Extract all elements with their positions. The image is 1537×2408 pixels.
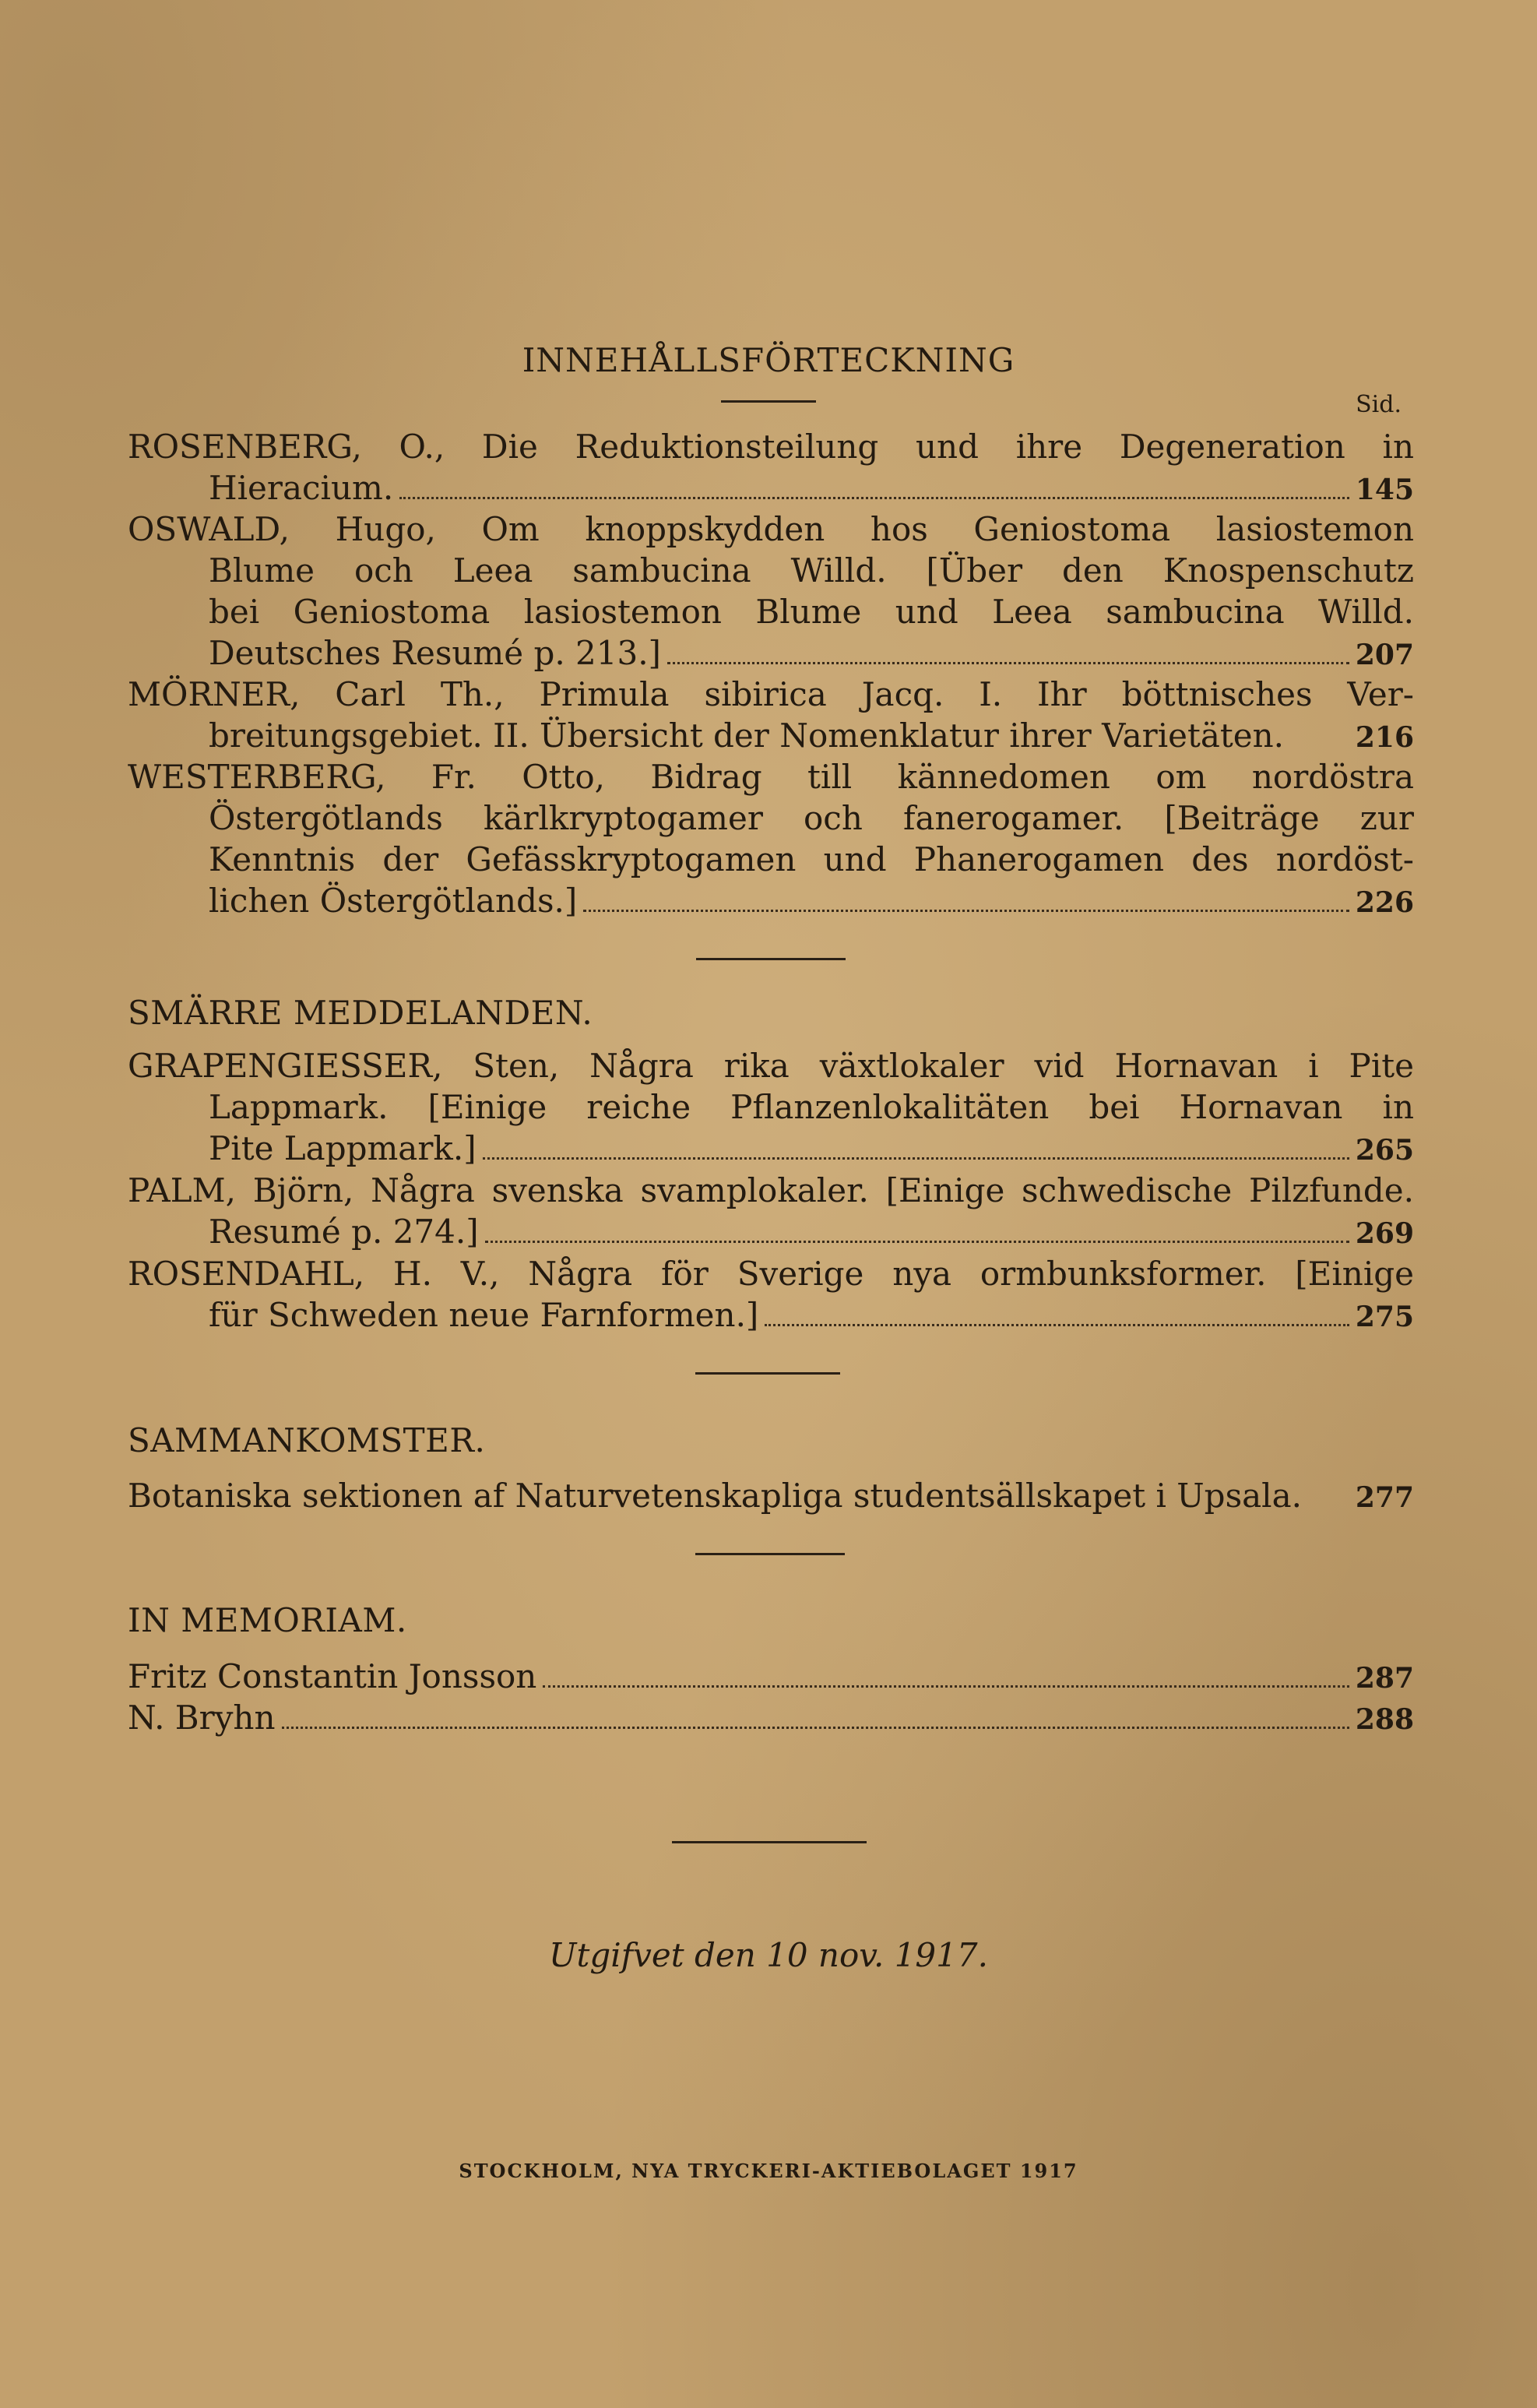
entry-line: Lappmark. [Einige reiche Pflanzenlokalitäten bei Hornavan in <box>209 1088 1414 1126</box>
toc-entry-oswald <box>128 509 1414 674</box>
entry-line <box>128 1128 1414 1169</box>
toc-entry-bryhn <box>128 1697 1414 1738</box>
entry-line: Blume och Leea sambucina Willd. [Über den Knospenschutz <box>209 551 1414 590</box>
section-title-smarre: SMÄRRE MEDDELANDEN. <box>128 994 593 1032</box>
entry-text: breitungsgebiet. II. Übersicht der Nomenklatur ihrer Varietäten. <box>209 716 1285 755</box>
page-number: 287 <box>1355 1662 1414 1695</box>
entry-text: Botaniska sektionen af Naturvetenskapliga studentsällskapet i Upsala. <box>128 1477 1302 1515</box>
dot-leader <box>282 1727 1349 1729</box>
toc-entry-rosenberg <box>128 426 1414 509</box>
page-title: INNEHÅLLSFÖRTECKNING <box>522 341 1015 379</box>
entry-line <box>128 880 1414 921</box>
dot-leader <box>483 1157 1349 1160</box>
entry-text: Pite Lappmark.] <box>209 1129 477 1167</box>
page-number: 275 <box>1355 1301 1414 1333</box>
entry-line <box>128 1211 1414 1252</box>
page-number: 226 <box>1355 886 1414 919</box>
page-number: 288 <box>1355 1703 1414 1736</box>
entry-line <box>128 1294 1414 1336</box>
entry-line <box>128 1656 1414 1697</box>
section-divider <box>672 1841 867 1843</box>
entry-line: PALM, Björn, Några svenska svamplokaler. [Einige schwedische Pilzfunde. <box>128 1171 1414 1209</box>
toc-entry-morner <box>128 674 1414 756</box>
entry-line: MÖRNER, Carl Th., Primula sibirica Jacq. I. Ihr böttnisches Ver- <box>128 675 1414 713</box>
entry-line <box>128 1475 1414 1516</box>
dot-leader <box>583 910 1349 912</box>
toc-entry-rosendahl <box>128 1253 1414 1336</box>
title-rule <box>721 400 816 403</box>
entry-text: N. Bryhn <box>128 1699 276 1737</box>
entry-line <box>128 1697 1414 1738</box>
entry-line <box>128 715 1414 756</box>
dot-leader <box>485 1241 1349 1243</box>
publication-date: Utgifvet den 10 nov. 1917. <box>549 1936 988 1974</box>
section-divider <box>695 1553 845 1555</box>
page-number: 145 <box>1355 474 1414 506</box>
toc-entry-westerberg <box>128 756 1414 921</box>
dot-leader <box>667 662 1349 664</box>
entry-line <box>128 467 1414 509</box>
section-title-sammankomster: SAMMANKOMSTER. <box>128 1421 486 1459</box>
entry-text: Deutsches Resumé p. 213.] <box>209 634 661 672</box>
toc-entry-palm <box>128 1170 1414 1252</box>
entry-text: für Schweden neue Farnformen.] <box>209 1296 759 1334</box>
entry-line: Kenntnis der Gefässkryptogamen und Phanerogamen des nordöst- <box>209 840 1414 878</box>
page-column-label: Sid. <box>1356 391 1402 418</box>
section-divider <box>695 1372 840 1375</box>
toc-entry-grapengiesser <box>128 1045 1414 1169</box>
entry-line: GRAPENGIESSER, Sten, Några rika växtlokaler vid Hornavan i Pite <box>128 1047 1414 1085</box>
dot-leader <box>543 1685 1349 1688</box>
entry-line: ROSENBERG, O., Die Reduktionsteilung und ihre Degeneration in <box>128 428 1414 466</box>
entry-text: Fritz Constantin Jonsson <box>128 1657 537 1695</box>
entry-text: Resumé p. 274.] <box>209 1213 479 1251</box>
section-title-memoriam: IN MEMORIAM. <box>128 1601 407 1639</box>
entry-line: WESTERBERG, Fr. Otto, Bidrag till kännedomen om nordöstra <box>128 758 1414 796</box>
page-number: 207 <box>1355 639 1414 671</box>
page-number: 277 <box>1355 1481 1414 1514</box>
page-number: 265 <box>1355 1134 1414 1167</box>
entry-line <box>128 632 1414 674</box>
toc-entry-botaniska <box>128 1475 1414 1516</box>
entry-line: Östergötlands kärlkryptogamer och fanerogamer. [Beiträge zur <box>209 799 1414 837</box>
entry-text: Hieracium. <box>209 469 394 507</box>
section-divider <box>696 958 846 960</box>
entry-line: OSWALD, Hugo, Om knoppskydden hos Geniostoma lasiostemon <box>128 510 1414 548</box>
printer-line: STOCKHOLM, NYA TRYCKERI-AKTIEBOLAGET 1917 <box>459 2160 1078 2182</box>
entry-text: lichen Östergötlands.] <box>209 882 578 920</box>
toc-entry-jonsson <box>128 1656 1414 1697</box>
dot-leader <box>765 1324 1349 1326</box>
entry-line: ROSENDAHL, H. V., Några för Sverige nya ormbunksformer. [Einige <box>128 1255 1414 1293</box>
dot-leader <box>399 497 1349 499</box>
page-number: 216 <box>1355 721 1414 754</box>
page-number: 269 <box>1355 1217 1414 1250</box>
entry-line: bei Geniostoma lasiostemon Blume und Leea sambucina Willd. <box>209 593 1414 631</box>
